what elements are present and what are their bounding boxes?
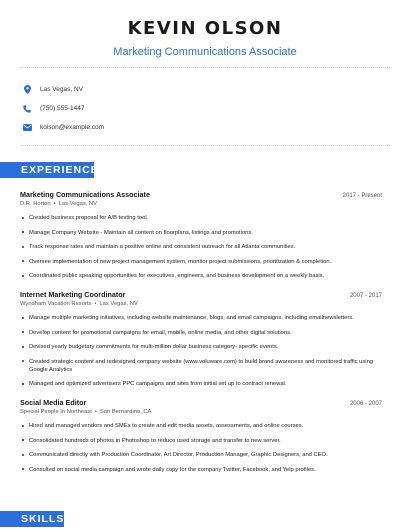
- job-title: Social Media Editor: [20, 398, 87, 407]
- bullet-item: Consolidated hundreds of photos in Photoshop to reduce used storage and transfer to new server.: [20, 437, 382, 445]
- bullet-item: Manage multiple marketing initiatives, including website maintenance, blogs, and email campaigns, including emailnewsletters.: [20, 314, 382, 322]
- job-entry: [20, 290, 382, 388]
- phone-icon: [20, 105, 34, 113]
- contact-email[interactable]: [20, 118, 104, 137]
- bullet-item: Managed and optimized advertisers PPC campaigns and sites from initial set up to contract renewal.: [20, 380, 382, 388]
- job-location: Las Vegas, NV: [99, 301, 138, 307]
- job-title: Marketing Communications Associate: [20, 190, 150, 199]
- resume-header: [0, 0, 410, 59]
- phone-text: (750) 555-1447: [40, 105, 85, 112]
- job-company: D.R. Horton: [20, 201, 51, 207]
- job-company-line: D.R. Horton • Las Vegas, NV: [20, 201, 97, 207]
- contact-phone: [20, 99, 104, 118]
- envelope-icon: [20, 124, 34, 131]
- contact-divider: [20, 145, 390, 146]
- job-entry: [20, 190, 382, 280]
- bullet-item: Coordinated public speaking opportunities for executives, engineers, and business development on a weekly basis.: [20, 272, 382, 280]
- bullet-item: Devised yearly budgetary commitments for multi-million dollar business category- specific events.: [20, 343, 382, 351]
- contact-location: [20, 80, 104, 99]
- location-text: Las Vegas, NV: [40, 86, 83, 93]
- bullet-item: Created business proposal for A/B testing tool.: [20, 214, 382, 222]
- bullet-item: Oversee implementation of new project management system, monitor project submissions, prioritization & completion.: [20, 258, 382, 266]
- job-dates: 2006 - 2007: [349, 401, 382, 407]
- job-company-line: Wyndham Vacation Resorts • Las Vegas, NV: [20, 301, 138, 307]
- bullet-item: Hired and managed vendors and SMEs to create and edit media assets, assessments, and online courses.: [20, 422, 382, 430]
- bullet-item: Communicated directly with Production Coordinator, Art Director, Production Manager, Graphic Designers, and CEO.: [20, 451, 382, 459]
- bullet-item: Manage Company Website - Maintain all content on floorplans, listings and promotions.: [20, 229, 382, 237]
- candidate-name: KEVIN OLSON: [127, 18, 283, 39]
- job-title: Internet Marketing Coordinator: [20, 290, 126, 299]
- email-link[interactable]: kolson@example.com: [40, 124, 105, 131]
- job-company-line: Special People In Northeast • San Bernardino, CA: [20, 409, 152, 415]
- header-divider: [20, 67, 390, 68]
- bullet-item: Track response rates and maintain a positive online and consistent outreach for all Atlanta communities.: [20, 243, 382, 251]
- job-dates: 2017 - Present: [342, 193, 382, 199]
- candidate-title: Marketing Communications Associate: [113, 46, 297, 58]
- job-location: San Bernardino, CA: [99, 409, 152, 415]
- job-location: Las Vegas, NV: [58, 201, 97, 207]
- map-pin-icon: [20, 85, 34, 94]
- bullet-item: Develop content for promotional campaigns for email, mobile, online media, and other digital solutions.: [20, 329, 382, 337]
- job-dates: 2007 - 2017: [349, 293, 382, 299]
- skills-section-header: SKILLS: [0, 511, 64, 527]
- contact-list: [20, 80, 104, 137]
- job-bullets: [20, 422, 382, 474]
- bullet-item: Consulted on social media campaign and wrote daily copy for the company Twitter, Facebook, and Yelp profiles.: [20, 466, 382, 474]
- job-company: Special People In Northeast: [20, 409, 92, 415]
- bullet-item: Created strategic content and redesigned company website (www.voluware.com) to build brand awareness and monitored traffic using Google Analytics: [20, 358, 382, 374]
- job-entry: [20, 398, 382, 474]
- job-company: Wyndham Vacation Resorts: [20, 301, 92, 307]
- experience-section-header: EXPERIENCE: [0, 162, 94, 178]
- job-bullets: [20, 214, 382, 280]
- job-bullets: [20, 314, 382, 388]
